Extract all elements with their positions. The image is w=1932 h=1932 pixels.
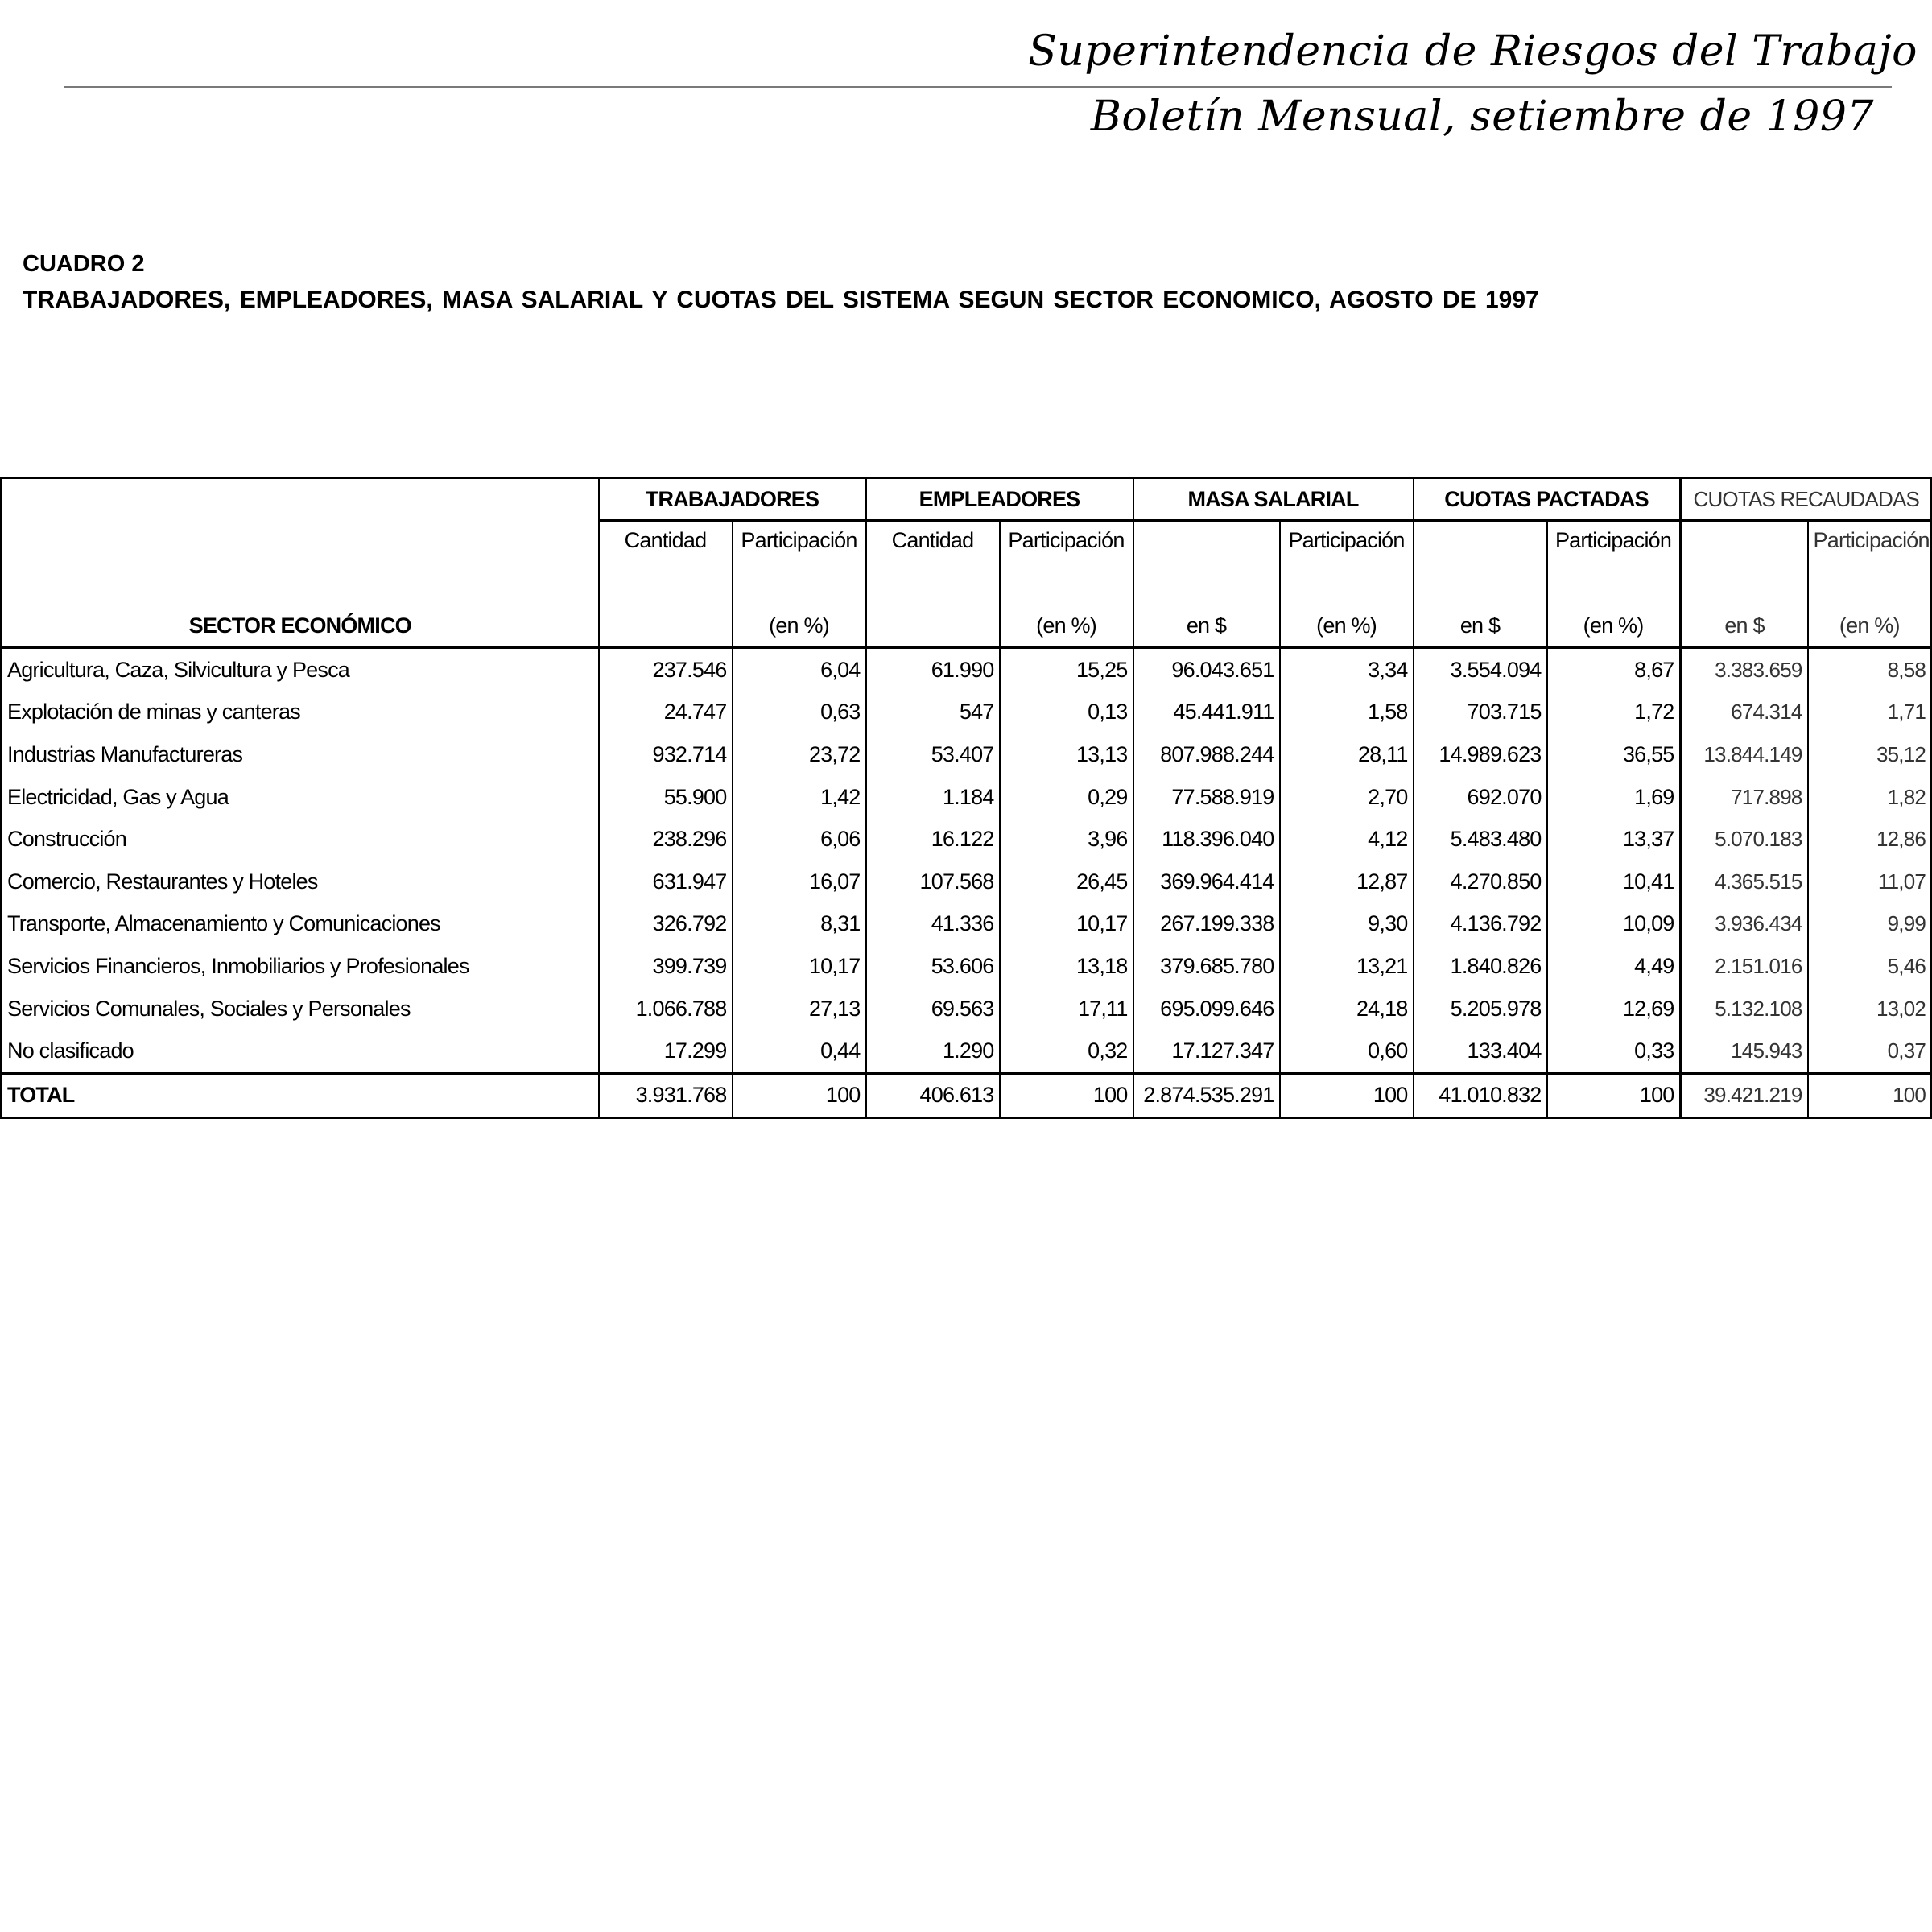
trabajadores-cantidad: 17.299 (599, 1030, 733, 1073)
sector-name: No clasificado (2, 1030, 599, 1073)
cuotas-recaudadas-participacion: 12,86 (1808, 818, 1932, 861)
cuotas-pactadas-pesos: 5.483.480 (1414, 818, 1547, 861)
cuotas-pactadas-participacion: 0,33 (1547, 1030, 1681, 1073)
masa-salarial-participacion: 2,70 (1280, 776, 1414, 819)
cuotas-recaudadas-pesos: 39.421.219 (1681, 1073, 1808, 1117)
masa-salarial-participacion: 9,30 (1280, 903, 1414, 946)
sector-name: Servicios Financieros, Inmobiliarios y Profesionales (2, 945, 599, 988)
table-row (2, 861, 1932, 903)
cuotas-pactadas-participacion: 10,41 (1547, 861, 1681, 903)
header-divider (64, 86, 1892, 88)
masa-salarial-participacion: 1,58 (1280, 691, 1414, 734)
cuotas-pactadas-participacion: 36,55 (1547, 733, 1681, 776)
unit-en-pesos: en $ (1414, 569, 1547, 648)
cuotas-recaudadas-pesos: 145.943 (1681, 1030, 1808, 1073)
group-cuotas-pactadas: CUOTAS PACTADAS (1414, 478, 1681, 521)
empleadores-cantidad: 69.563 (866, 988, 1000, 1030)
empleadores-cantidad: 1.290 (866, 1030, 1000, 1073)
table-row (2, 945, 1932, 988)
cuotas-recaudadas-pesos: 717.898 (1681, 776, 1808, 819)
empleadores-cantidad: 1.184 (866, 776, 1000, 819)
cuadro-number: CUADRO 2 (23, 251, 145, 277)
cuotas-recaudadas-pesos: 4.365.515 (1681, 861, 1808, 903)
unit-en-pct: (en %) (1280, 569, 1414, 648)
cuotas-recaudadas-participacion: 5,46 (1808, 945, 1932, 988)
subheader-blank (1681, 521, 1808, 569)
cuotas-recaudadas-pesos: 674.314 (1681, 691, 1808, 734)
trabajadores-cantidad: 1.066.788 (599, 988, 733, 1030)
trabajadores-participacion: 8,31 (733, 903, 866, 946)
table-row (2, 1030, 1932, 1073)
cuotas-pactadas-pesos: 3.554.094 (1414, 648, 1547, 691)
table-row (2, 691, 1932, 734)
total-row (2, 1073, 1932, 1117)
sector-name: Agricultura, Caza, Silvicultura y Pesca (2, 648, 599, 691)
sector-name: Comercio, Restaurantes y Hoteles (2, 861, 599, 903)
empleadores-participacion: 0,32 (1000, 1030, 1133, 1073)
cuotas-pactadas-pesos: 692.070 (1414, 776, 1547, 819)
cuotas-pactadas-participacion: 1,72 (1547, 691, 1681, 734)
subheader-blank (1414, 521, 1547, 569)
empleadores-cantidad: 16.122 (866, 818, 1000, 861)
trabajadores-participacion: 16,07 (733, 861, 866, 903)
subheader-blank (1133, 521, 1280, 569)
cuotas-pactadas-participacion: 4,49 (1547, 945, 1681, 988)
masa-salarial-participacion: 3,34 (1280, 648, 1414, 691)
trabajadores-cantidad: 3.931.768 (599, 1073, 733, 1117)
sector-name: Electricidad, Gas y Agua (2, 776, 599, 819)
masa-salarial-pesos: 96.043.651 (1133, 648, 1280, 691)
cuotas-recaudadas-participacion: 1,71 (1808, 691, 1932, 734)
trabajadores-participacion: 100 (733, 1073, 866, 1117)
trabajadores-cantidad: 932.714 (599, 733, 733, 776)
organization-name: Superintendencia de Riesgos del Trabajo (1028, 27, 1918, 76)
masa-salarial-participacion: 100 (1280, 1073, 1414, 1117)
cuotas-pactadas-pesos: 133.404 (1414, 1030, 1547, 1073)
header-blank-cell (2, 478, 599, 521)
empleadores-participacion: 3,96 (1000, 818, 1133, 861)
trabajadores-participacion: 1,42 (733, 776, 866, 819)
cuotas-pactadas-pesos: 703.715 (1414, 691, 1547, 734)
empleadores-cantidad: 107.568 (866, 861, 1000, 903)
cuadro-title: TRABAJADORES, EMPLEADORES, MASA SALARIAL Y CUOTAS DEL SISTEMA SEGUN SECTOR ECONOMICO, AGOSTO DE 1997 (23, 287, 1539, 313)
trabajadores-participacion: 23,72 (733, 733, 866, 776)
table-row (2, 648, 1932, 691)
group-empleadores: EMPLEADORES (866, 478, 1133, 521)
masa-salarial-participacion: 4,12 (1280, 818, 1414, 861)
sector-name: Servicios Comunales, Sociales y Personales (2, 988, 599, 1030)
cuotas-recaudadas-participacion: 1,82 (1808, 776, 1932, 819)
unit-en-pct: (en %) (733, 569, 866, 648)
trabajadores-cantidad: 24.747 (599, 691, 733, 734)
masa-salarial-pesos: 695.099.646 (1133, 988, 1280, 1030)
table-row (2, 733, 1932, 776)
masa-salarial-participacion: 13,21 (1280, 945, 1414, 988)
sector-table (0, 477, 1932, 1119)
table-row (2, 776, 1932, 819)
trabajadores-cantidad: 631.947 (599, 861, 733, 903)
cuotas-recaudadas-participacion: 0,37 (1808, 1030, 1932, 1073)
cuotas-recaudadas-pesos: 13.844.149 (1681, 733, 1808, 776)
masa-salarial-pesos: 45.441.911 (1133, 691, 1280, 734)
masa-salarial-pesos: 77.588.919 (1133, 776, 1280, 819)
empleadores-cantidad: 53.606 (866, 945, 1000, 988)
table-row (2, 818, 1932, 861)
unit-blank (599, 569, 733, 648)
empleadores-participacion: 0,13 (1000, 691, 1133, 734)
cuotas-recaudadas-participacion: 11,07 (1808, 861, 1932, 903)
empleadores-cantidad: 41.336 (866, 903, 1000, 946)
empleadores-participacion: 13,13 (1000, 733, 1133, 776)
table-row (2, 903, 1932, 946)
cuotas-pactadas-participacion: 12,69 (1547, 988, 1681, 1030)
cuotas-pactadas-pesos: 4.270.850 (1414, 861, 1547, 903)
empleadores-participacion: 17,11 (1000, 988, 1133, 1030)
unit-en-pct: (en %) (1000, 569, 1133, 648)
unit-en-pesos: en $ (1681, 569, 1808, 648)
trabajadores-participacion: 27,13 (733, 988, 866, 1030)
subheader-cantidad: Cantidad (866, 521, 1000, 569)
group-trabajadores: TRABAJADORES (599, 478, 866, 521)
table-container (0, 477, 1930, 1115)
cuotas-recaudadas-participacion: 8,58 (1808, 648, 1932, 691)
cuotas-pactadas-participacion: 13,37 (1547, 818, 1681, 861)
masa-salarial-pesos: 2.874.535.291 (1133, 1073, 1280, 1117)
masa-salarial-participacion: 24,18 (1280, 988, 1414, 1030)
trabajadores-participacion: 0,63 (733, 691, 866, 734)
trabajadores-participacion: 6,04 (733, 648, 866, 691)
unit-en-pesos: en $ (1133, 569, 1280, 648)
sector-name: Construcción (2, 818, 599, 861)
cuotas-recaudadas-participacion: 13,02 (1808, 988, 1932, 1030)
cuotas-recaudadas-pesos: 5.070.183 (1681, 818, 1808, 861)
empleadores-participacion: 0,29 (1000, 776, 1133, 819)
cuotas-recaudadas-participacion: 9,99 (1808, 903, 1932, 946)
sector-name: Industrias Manufactureras (2, 733, 599, 776)
cuotas-pactadas-participacion: 10,09 (1547, 903, 1681, 946)
trabajadores-cantidad: 326.792 (599, 903, 733, 946)
unit-en-pct: (en %) (1547, 569, 1681, 648)
unit-en-pct: (en %) (1808, 569, 1932, 648)
cuotas-recaudadas-pesos: 3.383.659 (1681, 648, 1808, 691)
cuotas-recaudadas-pesos: 2.151.016 (1681, 945, 1808, 988)
trabajadores-cantidad: 238.296 (599, 818, 733, 861)
cuotas-recaudadas-participacion: 35,12 (1808, 733, 1932, 776)
masa-salarial-pesos: 379.685.780 (1133, 945, 1280, 988)
empleadores-participacion: 15,25 (1000, 648, 1133, 691)
cuotas-pactadas-participacion: 100 (1547, 1073, 1681, 1117)
group-masa-salarial: MASA SALARIAL (1133, 478, 1414, 521)
masa-salarial-pesos: 17.127.347 (1133, 1030, 1280, 1073)
subheader-participacion: Participación (1547, 521, 1681, 569)
cuotas-pactadas-pesos: 1.840.826 (1414, 945, 1547, 988)
trabajadores-cantidad: 55.900 (599, 776, 733, 819)
group-cuotas-recaudadas: CUOTAS RECAUDADAS (1681, 478, 1932, 521)
masa-salarial-participacion: 0,60 (1280, 1030, 1414, 1073)
sector-name: Explotación de minas y canteras (2, 691, 599, 734)
subheader-participacion: Participación (1000, 521, 1133, 569)
empleadores-participacion: 10,17 (1000, 903, 1133, 946)
unit-blank (866, 569, 1000, 648)
masa-salarial-pesos: 369.964.414 (1133, 861, 1280, 903)
cuotas-pactadas-participacion: 1,69 (1547, 776, 1681, 819)
masa-salarial-participacion: 28,11 (1280, 733, 1414, 776)
subheader-participacion: Participación (1280, 521, 1414, 569)
empleadores-cantidad: 547 (866, 691, 1000, 734)
empleadores-participacion: 13,18 (1000, 945, 1133, 988)
subheader-participacion: Participación (1808, 521, 1932, 569)
cuotas-recaudadas-pesos: 5.132.108 (1681, 988, 1808, 1030)
subheader-participacion: Participación (733, 521, 866, 569)
empleadores-participacion: 26,45 (1000, 861, 1133, 903)
cuotas-recaudadas-participacion: 100 (1808, 1073, 1932, 1117)
cuotas-pactadas-pesos: 41.010.832 (1414, 1073, 1547, 1117)
subheader-cantidad: Cantidad (599, 521, 733, 569)
cuotas-pactadas-pesos: 4.136.792 (1414, 903, 1547, 946)
cuotas-pactadas-participacion: 8,67 (1547, 648, 1681, 691)
sector-name: TOTAL (2, 1073, 599, 1117)
masa-salarial-pesos: 807.988.244 (1133, 733, 1280, 776)
cuotas-pactadas-pesos: 5.205.978 (1414, 988, 1547, 1030)
sector-header: SECTOR ECONÓMICO (2, 569, 599, 648)
sector-name: Transporte, Almacenamiento y Comunicaciones (2, 903, 599, 946)
bulletin-title: Boletín Mensual, setiembre de 1997 (1090, 93, 1874, 141)
empleadores-cantidad: 61.990 (866, 648, 1000, 691)
empleadores-cantidad: 406.613 (866, 1073, 1000, 1117)
header-blank-cell (2, 521, 599, 569)
empleadores-cantidad: 53.407 (866, 733, 1000, 776)
trabajadores-participacion: 0,44 (733, 1030, 866, 1073)
cuotas-pactadas-pesos: 14.989.623 (1414, 733, 1547, 776)
masa-salarial-pesos: 118.396.040 (1133, 818, 1280, 861)
cuotas-recaudadas-pesos: 3.936.434 (1681, 903, 1808, 946)
trabajadores-participacion: 10,17 (733, 945, 866, 988)
empleadores-participacion: 100 (1000, 1073, 1133, 1117)
masa-salarial-pesos: 267.199.338 (1133, 903, 1280, 946)
trabajadores-participacion: 6,06 (733, 818, 866, 861)
masa-salarial-participacion: 12,87 (1280, 861, 1414, 903)
trabajadores-cantidad: 399.739 (599, 945, 733, 988)
trabajadores-cantidad: 237.546 (599, 648, 733, 691)
table-row (2, 988, 1932, 1030)
